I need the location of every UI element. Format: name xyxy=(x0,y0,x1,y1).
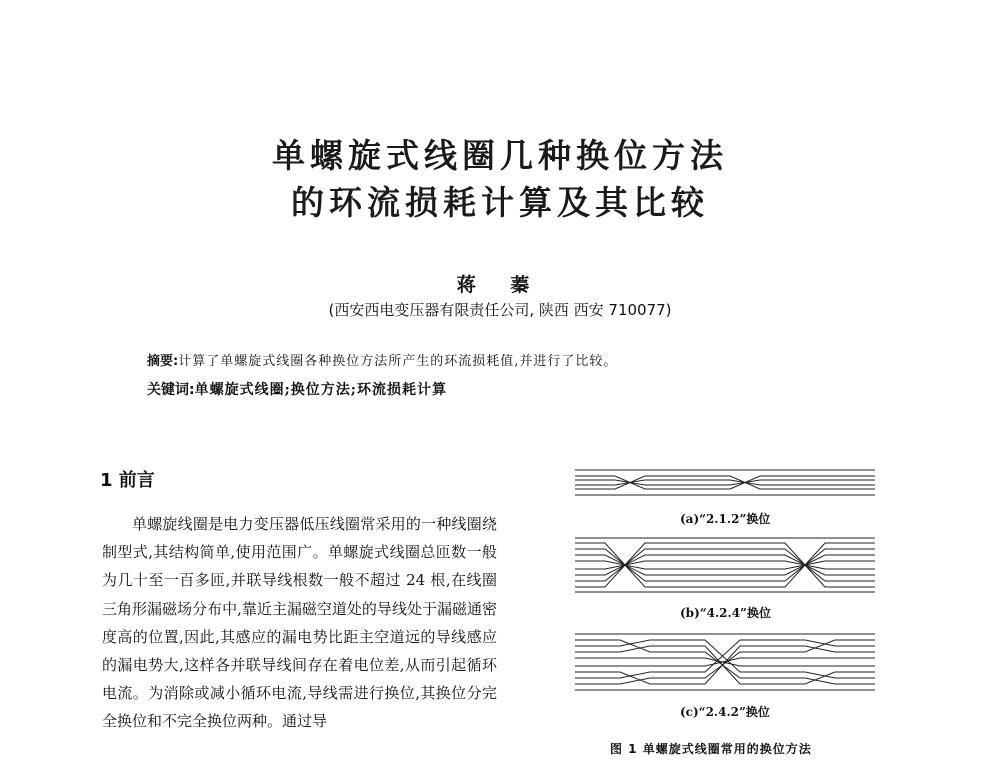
caption-a: (a)“2.1.2”换位 xyxy=(680,512,771,526)
diagram-line xyxy=(575,543,875,587)
diagram-b xyxy=(575,538,875,592)
diagram-line xyxy=(575,555,875,575)
keywords-label: 关键词: xyxy=(147,382,195,398)
paper-title-line-2: 的环流损耗计算及其比较 xyxy=(291,183,709,222)
body-paragraph: 单螺旋线圈是电力变压器低压线圈常采用的一种线圈绕制型式,其结构简单,使用范围广。单螺旋式线圈总匝数一般为几十至一百多匝,并联导线根数一般不超过 24 根,在线圈三角形漏磁场分布中,靠近主漏磁空道处的导线处于漏磁通密度高的位置,因此,其感应的漏电势比距主空道远的导线感应的漏电势大,这样各并联导线间存在着电位差,从而引起循环电流。为消除或减小循环电流,导线需进行换位,其换位分完全换位和不完全换位两种。通过导 xyxy=(102,515,497,731)
author-affiliation: (西安西电变压器有限责任公司, 陕西 西安 710077) xyxy=(328,301,672,319)
diagram-line xyxy=(575,555,875,575)
keywords xyxy=(147,379,447,399)
diagram-line xyxy=(575,543,875,587)
figure-title: 图 1 单螺旋式线圈常用的换位方法 xyxy=(610,742,812,756)
paper-title-line-1: 单螺旋式线圈几种换位方法 xyxy=(272,136,728,175)
section-heading: 1 前言 xyxy=(100,470,155,491)
abstract xyxy=(147,350,617,369)
author-name: 蒋 蓁 xyxy=(456,274,544,296)
diagram-c xyxy=(575,634,875,690)
abstract-label: 摘要: xyxy=(147,354,179,369)
diagram-a xyxy=(575,470,875,495)
keywords-text: 单螺旋式线圈;换位方法;环流损耗计算 xyxy=(194,382,447,398)
diagram-line xyxy=(575,549,875,581)
diagram-line xyxy=(575,549,875,581)
caption-c: (c)“2.4.2”换位 xyxy=(680,705,770,719)
caption-b: (b)“4.2.4”换位 xyxy=(680,606,771,620)
abstract-text: 计算了单螺旋式线圈各种换位方法所产生的环流损耗值,并进行了比较。 xyxy=(178,354,618,369)
